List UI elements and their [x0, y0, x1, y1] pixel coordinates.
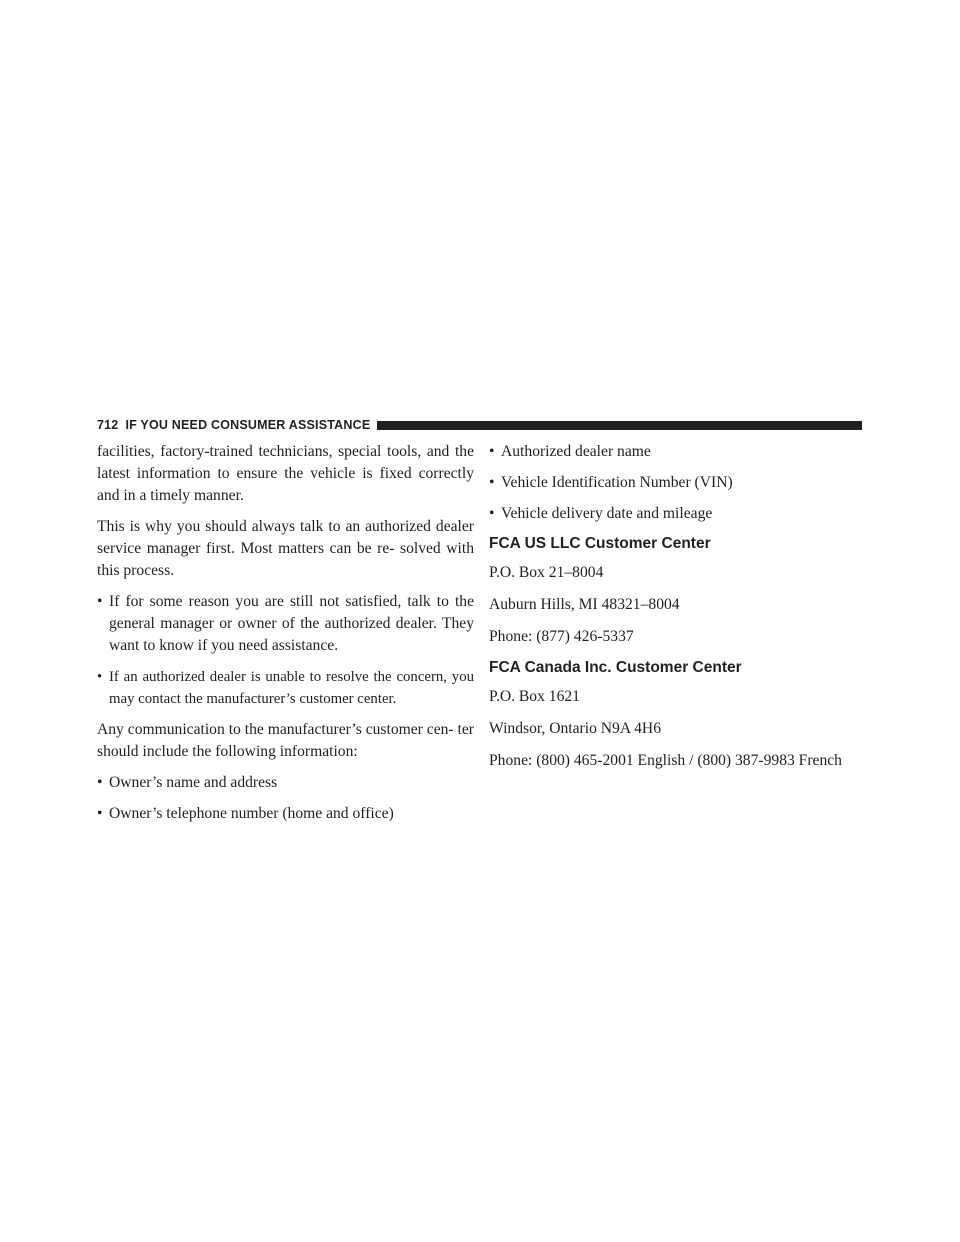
list-item-text: Authorized dealer name — [501, 443, 651, 460]
list-item — [97, 666, 474, 710]
list-item-text: If for some reason you are still not satisfied, talk to the general manager or owner of the authorized dealer. They want to know if you need assistance. — [109, 593, 474, 654]
paragraph-continuation: facilities, factory-trained technicians, special tools, and the latest information to ensure the vehicle is fixed correctly and in a timely manner. — [97, 443, 474, 504]
list-item-text: Owner’s telephone number (home and office) — [109, 805, 394, 822]
list-item-text: Vehicle delivery date and mileage — [501, 505, 713, 522]
us-center-heading: FCA US LLC Customer Center — [489, 535, 711, 552]
list-item-text: If an authorized dealer is unable to resolve the concern, you may contact the manufacturer’s customer center. — [109, 669, 474, 707]
canada-center-po-box: P.O. Box 1621 — [489, 688, 580, 705]
list-item — [489, 441, 889, 463]
bullet-icon: • — [489, 443, 495, 460]
bullet-icon: • — [97, 593, 103, 610]
bullet-icon: • — [489, 474, 495, 491]
page-number: 712 — [97, 418, 119, 432]
section-title: IF YOU NEED CONSUMER ASSISTANCE — [125, 418, 371, 432]
list-item — [97, 803, 474, 825]
bullet-icon: • — [489, 505, 495, 522]
bullet-icon: • — [97, 669, 103, 685]
us-center-city: Auburn Hills, MI 48321–8004 — [489, 596, 680, 613]
canada-center-phone: Phone: (800) 465-2001 English / (800) 387-9983 French — [489, 752, 842, 769]
list-item — [489, 503, 889, 525]
list-item — [97, 591, 474, 657]
canada-center-heading: FCA Canada Inc. Customer Center — [489, 659, 742, 676]
right-column — [489, 441, 889, 782]
bullet-icon: • — [97, 774, 103, 791]
page-header — [97, 418, 862, 432]
list-item-text: Owner’s name and address — [109, 774, 278, 791]
header-rule — [377, 421, 862, 430]
us-center-phone: Phone: (877) 426-5337 — [489, 628, 634, 645]
list-item — [489, 472, 889, 494]
canada-center-city: Windsor, Ontario N9A 4H6 — [489, 720, 661, 737]
left-column — [97, 441, 474, 834]
paragraph-service-manager: This is why you should always talk to an authorized dealer service manager first. Most matters can be re- solved with this process. — [97, 518, 474, 579]
paragraph-communication: Any communication to the manufacturer’s customer cen- ter should include the following information: — [97, 721, 474, 760]
list-item — [97, 772, 474, 794]
bullet-icon: • — [97, 805, 103, 822]
us-center-po-box: P.O. Box 21–8004 — [489, 564, 604, 581]
list-item-text: Vehicle Identification Number (VIN) — [501, 474, 733, 491]
